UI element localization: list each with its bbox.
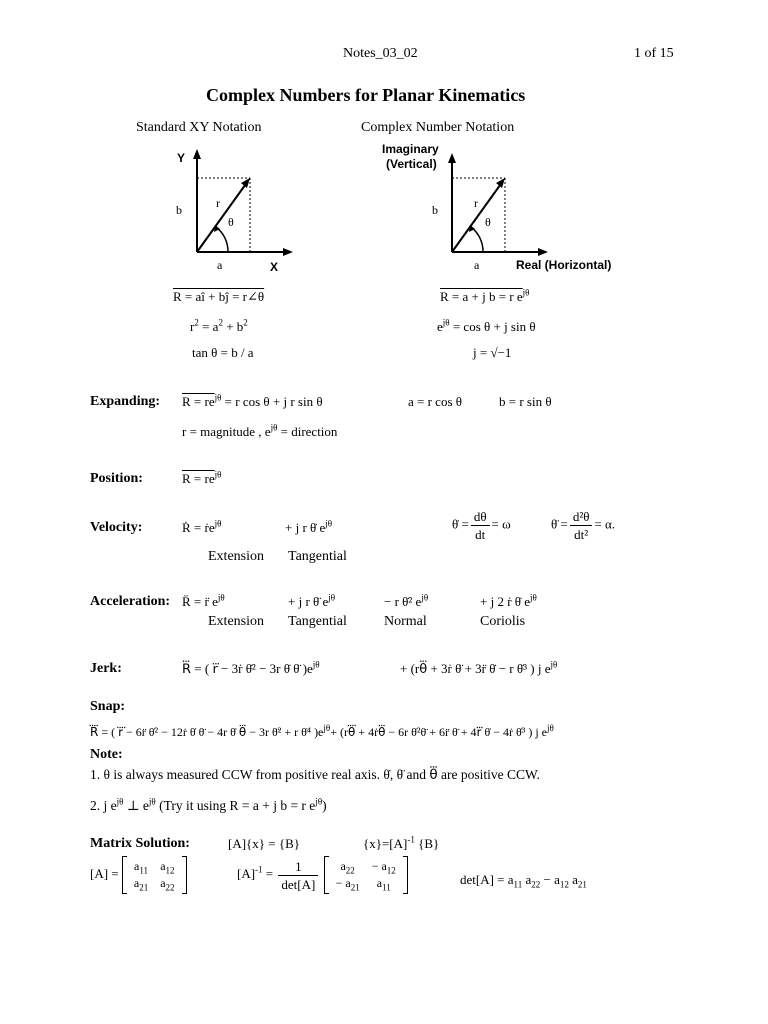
theta-ddot-def: θ̈ = $\frac{\text{d²θ}}{\text{dt²}}$ = α. [551, 509, 616, 542]
accel-t1: R̈ = r̈ $e^{j\theta}$ [182, 592, 225, 609]
cx-vert-label: (Vertical) [386, 157, 437, 171]
snap-eq: R⃜ = ( r⃜ − 6r̈ θ̇² − 12ṙ θ̇ θ̈ − 4r θ̇ θ⃛ − 3r θ̈² + r θ̇⁴ )$e^{j\theta}+$ (rθ⃜ + 4ṙθ⃛ − 6r θ̇²θ̈ + 6r̈ θ̈ + 4r⃛ θ̇ − 4ṙ θ̇³ ) j $e^{j\theta}$ [90, 723, 554, 739]
cx-a-label: a [474, 258, 480, 272]
expanding-label: Expanding: [90, 394, 161, 409]
accel-t2: + j r θ̈ $e^{j\theta}$ [288, 592, 336, 609]
xy-y-label: Y [177, 151, 186, 165]
velocity-tan-label: Tangential [288, 549, 347, 564]
xy-heading: Standard XY Notation [136, 120, 262, 135]
theta-dot-def: θ̇ = $\frac{d\theta}{dt}$ = ω [452, 509, 511, 542]
cx-eq2: $e^{j\theta} = \cos \theta + j$ sin θ [437, 317, 536, 334]
jerk-t1: R⃛ = ( r⃛ − 3ṙ θ̇² − 3r θ̇ θ̈ )$e^{j\theta}$ [182, 659, 320, 676]
expanding-b: b = r sin θ [499, 394, 552, 409]
velocity-label: Velocity: [90, 520, 143, 535]
xy-r-label: r [216, 196, 220, 210]
position-eq: $R = re^{j\theta}$ [182, 469, 222, 486]
velocity-ext-label: Extension [208, 549, 264, 564]
snap-label: Snap: [90, 699, 126, 714]
note-2: 2. j $e^{j\theta}$ ⊥ $e^{j\theta}$ (Try it using R = a + j b = r $e^{j\theta}$) [90, 796, 327, 813]
matrix-label: Matrix Solution: [90, 836, 190, 851]
page-title: Complex Numbers for Planar Kinematics [206, 85, 526, 105]
xy-eq1: R = aî + bĵ = r∠θ [173, 289, 265, 304]
cx-diagram [425, 145, 555, 275]
note-label: Note: [90, 747, 123, 762]
accel-t3: − r θ̇² $e^{j\theta}$ [384, 592, 429, 609]
note-1: 1. θ is always measured CCW from positive real axis. θ̇, θ̈ and θ⃛ are positive CCW. [90, 767, 540, 782]
matrix-eq1: [A]{x} = {B} [228, 836, 301, 851]
xy-b-label: b [176, 203, 182, 217]
accel-tan-label: Tangential [288, 614, 347, 629]
xy-diagram [170, 145, 300, 275]
expanding-eq: $R = re^{j\theta} = r$ cos θ + j r sin θ [182, 392, 323, 409]
xy-eq3: tan θ = b / a [192, 345, 254, 360]
jerk-label: Jerk: [90, 661, 122, 676]
cx-b-label: b [432, 203, 438, 217]
cx-eq1: R = a + j b = r $e^{j\theta}$ [440, 287, 530, 304]
matrix-a-inverse: $[A]^{-1}$ = $\frac{1}{\det[A]}$ $a_{22}$ − $a_{12}$ − $a_{21}$ $a_{11}$ [237, 856, 408, 894]
xy-x-label: X [270, 260, 279, 274]
accel-t4: + j 2 ṙ θ̇ $e^{j\theta}$ [480, 592, 537, 609]
xy-eq2: $r^2 = a^2 + b^2$ [190, 317, 248, 334]
expanding-line2: r = magnitude , $e^{j\theta}$ = direction [182, 422, 338, 439]
cx-r-label: r [474, 196, 478, 210]
position-label: Position: [90, 471, 143, 486]
xy-a-label: a [217, 258, 223, 272]
cx-theta-label: θ [485, 215, 491, 229]
matrix-det: $\det[A] = a_{11}$ $a_{22} - a_{12}$ $a_{21}$ [460, 872, 587, 890]
cx-heading: Complex Number Notation [361, 120, 515, 135]
cx-eq3: j = √−1 [473, 345, 512, 360]
accel-ext-label: Extension [208, 614, 264, 629]
acceleration-label: Acceleration: [90, 594, 171, 609]
expanding-a: a = r cos θ [408, 394, 462, 409]
accel-norm-label: Normal [384, 614, 427, 629]
accel-cor-label: Coriolis [480, 614, 526, 629]
velocity-tang: + j r θ̇ $e^{j\theta}$ [285, 518, 333, 535]
cx-imag-label: Imaginary [382, 142, 439, 156]
matrix-a: [A] = $a_{11}$ $a_{12}$ $a_{21}$ $a_{22}$ [90, 856, 187, 894]
xy-theta-label: θ [228, 215, 234, 229]
jerk-t2: + (rθ⃛ + 3ṙ θ̈ + 3r̈ θ̇ − r θ̇³ ) j $e^{j\theta}$ [400, 659, 558, 676]
velocity-eq: Ṙ = ṙe$^{j\theta}$ [182, 518, 222, 535]
doc-id: Notes_03_02 [343, 46, 418, 61]
cx-real-label: Real (Horizontal) [516, 258, 612, 272]
page-number: 1 of 15 [634, 46, 674, 61]
matrix-eq2: $\{x\}=[A]^{-1}$ {B} [363, 834, 440, 851]
